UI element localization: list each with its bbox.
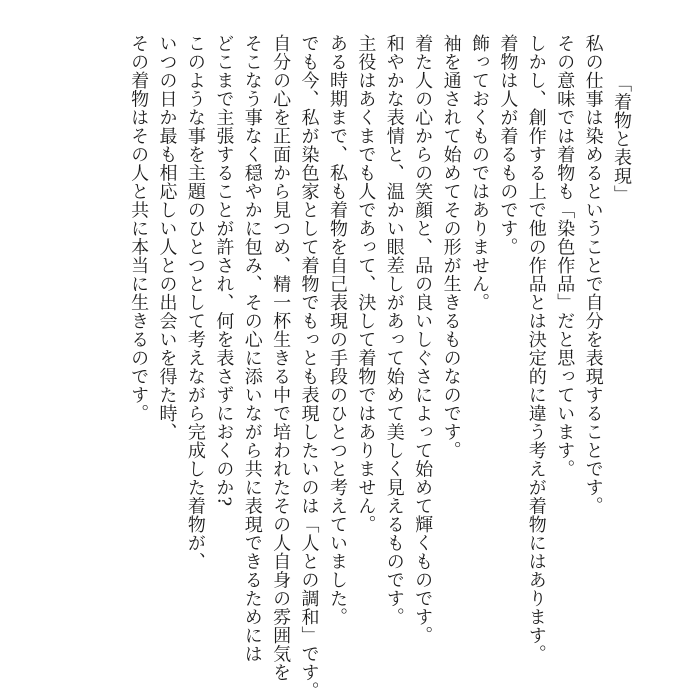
text-line: しかし、創作する上で他の作品とは決定的に違う考えが着物にはあります。 bbox=[525, 34, 547, 663]
text-line: そこなう事なく穏やかに包み、その心に添いながら共に表現できるためには bbox=[241, 34, 263, 663]
document-title: 「着物と表現」 bbox=[611, 74, 632, 204]
text-line: その着物はその人と共に本当に生きるのです。 bbox=[128, 34, 150, 423]
text-line: 自分の心を正面から見つめ、精一杯生きる中で培われたその人自身の雰囲気を bbox=[270, 34, 292, 682]
text-line: 飾っておくものではありません。 bbox=[468, 34, 490, 312]
text-line: でも今、私が染色家として着物でもっとも表現したいのは「人との調和」です。 bbox=[298, 34, 320, 700]
text-line: 着物は人が着るものです。 bbox=[497, 34, 519, 256]
text-line: このような事を主題のひとつとして考えながら完成した着物が、 bbox=[184, 34, 206, 571]
text-line: 袖を通されて始めてその形が生きるものなのです。 bbox=[440, 34, 462, 460]
text-line: いつの日か最も相応しい人との出会いを得た時、 bbox=[156, 34, 178, 441]
text-line: ある時期まで、私も着物を自己表現の手段のひとつと考えていました。 bbox=[326, 34, 348, 626]
text-line: 主役はあくまでも人であって、決して着物ではありません。 bbox=[355, 34, 377, 534]
text-line: 私の仕事は染めるということで自分を表現することです。 bbox=[582, 34, 604, 515]
text-line: 着た人の心からの笑顔と、品の良いしぐさによって始めて輝くものです。 bbox=[412, 34, 434, 645]
vertical-text-body bbox=[124, 34, 635, 700]
text-line: その意味では着物も「染色作品」だと思っています。 bbox=[554, 34, 576, 478]
text-line: どこまで主張することが許され、何を表さずにおくのか? bbox=[213, 34, 235, 507]
text-line: 和やかな表情と、温かい眼差しがあって始めて美しく見えるものです。 bbox=[383, 34, 405, 626]
